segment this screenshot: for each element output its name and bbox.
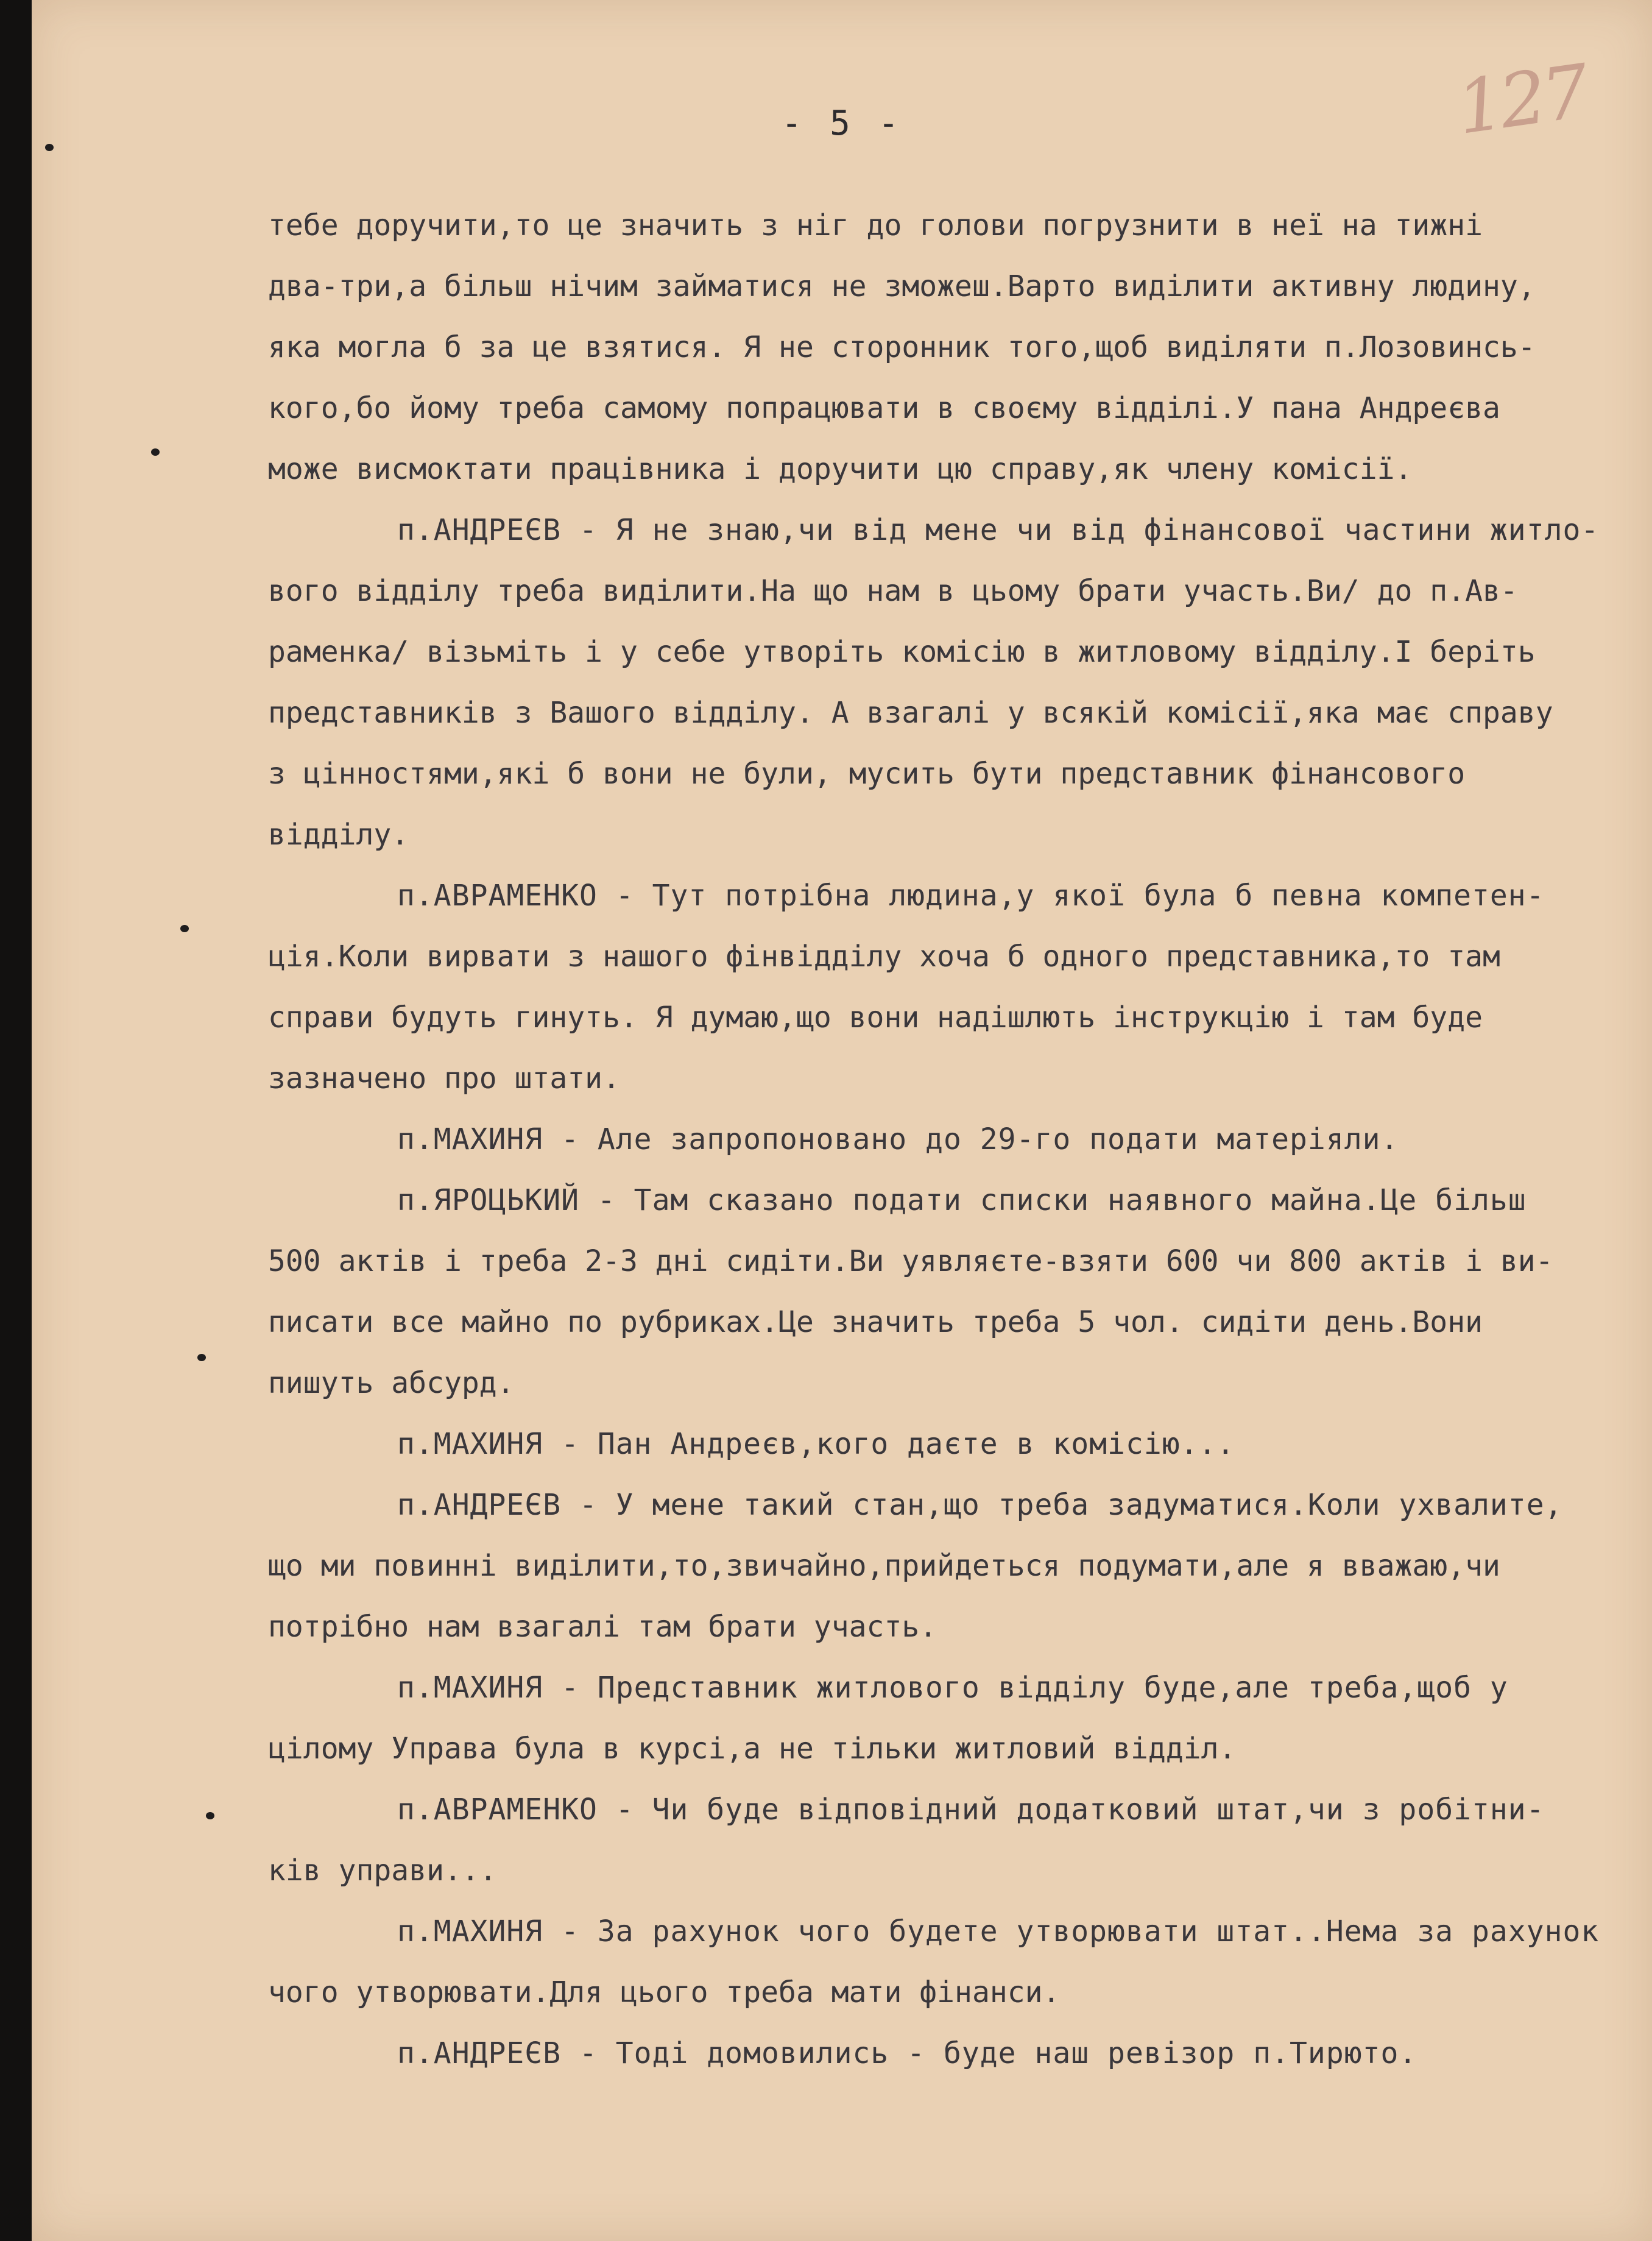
text-line: чого утворювати.Для цього треба мати фінанси. xyxy=(268,1975,1061,2009)
speaker-line: п.МАХИНЯ - Представник житлового відділу буде,але треба,щоб у xyxy=(397,1671,1508,1705)
page-number: - 5 - xyxy=(781,104,903,143)
speaker-line: п.МАХИНЯ - Пан Андреєв,кого даєте в комісію... xyxy=(397,1427,1235,1461)
document-page xyxy=(32,0,1652,2241)
text-line: писати все майно по рубриках.Це значить треба 5 чол. сидіти день.Вони xyxy=(268,1305,1483,1339)
speaker-line: п.МАХИНЯ - За рахунок чого будете утворювати штат..Нема за рахунок xyxy=(397,1914,1600,1949)
speaker-line: п.АВРАМЕНКО - Чи буде відповідний додатковий штат,чи з робітни- xyxy=(397,1793,1545,1827)
text-line: 500 актів і треба 2-3 дні сидіти.Ви уявляєте-взяти 600 чи 800 актів і ви- xyxy=(268,1244,1553,1278)
scanner-edge xyxy=(0,0,32,2241)
speaker-line: п.ЯРОЦЬКИЙ - Там сказано подати списки наявного майна.Це більш xyxy=(397,1183,1527,1217)
punch-hole-mark xyxy=(45,144,54,151)
text-line: пишуть абсурд. xyxy=(268,1366,515,1400)
speaker-line: п.АНДРЕЄВ - Я не знаю,чи від мене чи від фінансової частини житло- xyxy=(397,513,1600,547)
text-line: може висмоктати працівника і доручити цю справу,як члену комісії. xyxy=(268,452,1413,486)
text-line: відділу. xyxy=(268,818,409,852)
punch-hole-mark xyxy=(197,1354,206,1361)
archive-folio-number: 127 xyxy=(1452,49,1591,152)
punch-hole-mark xyxy=(180,925,189,932)
text-line: цілому Управа була в курсі,а не тільки житловий відділ. xyxy=(268,1732,1237,1766)
text-line: вого відділу треба виділити.На що нам в цьому брати участь.Ви/ до п.Ав- xyxy=(268,574,1518,608)
text-line: яка могла б за це взятися. Я не сторонник того,щоб виділяти п.Лозовинсь- xyxy=(268,330,1536,364)
speaker-line: п.АНДРЕЄВ - Тоді домовились - буде наш ревізор п.Тирюто. xyxy=(397,2036,1417,2070)
punch-hole-mark xyxy=(206,1812,214,1819)
text-line: ція.Коли вирвати з нашого фінвідділу хоча б одного представника,то там xyxy=(268,940,1500,974)
text-line: справи будуть гинуть. Я думаю,що вони надішлють інструкцію і там буде xyxy=(268,1000,1483,1035)
text-line: зазначено про штати. xyxy=(268,1061,620,1096)
speaker-line: п.АВРАМЕНКО - Тут потрібна людина,у якої була б певна компетен- xyxy=(397,879,1545,913)
body-text xyxy=(32,0,1652,2241)
speaker-line: п.АНДРЕЄВ - У мене такий стан,що треба задуматися.Коли ухвалите, xyxy=(397,1488,1563,1522)
text-line: що ми повинні виділити,то,звичайно,прийдеться подумати,але я вважаю,чи xyxy=(268,1549,1500,1583)
text-line: тебе доручити,то це значить з ніг до голови погрузнити в неї на тижні xyxy=(268,208,1483,243)
speaker-line: п.МАХИНЯ - Але запропоновано до 29-го подати матеріяли. xyxy=(397,1122,1399,1156)
text-line: представників з Вашого відділу. А взагалі у всякій комісії,яка має справу xyxy=(268,696,1553,730)
text-line: кого,бо йому треба самому попрацювати в своєму відділі.У пана Андреєва xyxy=(268,391,1500,425)
text-line: ків управи... xyxy=(268,1853,497,1888)
text-line: потрібно нам взагалі там брати участь. xyxy=(268,1610,937,1644)
text-line: раменка/ візьміть і у себе утворіть комісію в житловому відділу.І беріть xyxy=(268,635,1536,669)
text-line: два-три,а більш нічим займатися не зможеш.Варто виділити активну людину, xyxy=(268,269,1536,303)
punch-hole-mark xyxy=(151,448,160,456)
text-line: з цінностями,які б вони не були, мусить бути представник фінансового xyxy=(268,757,1466,791)
